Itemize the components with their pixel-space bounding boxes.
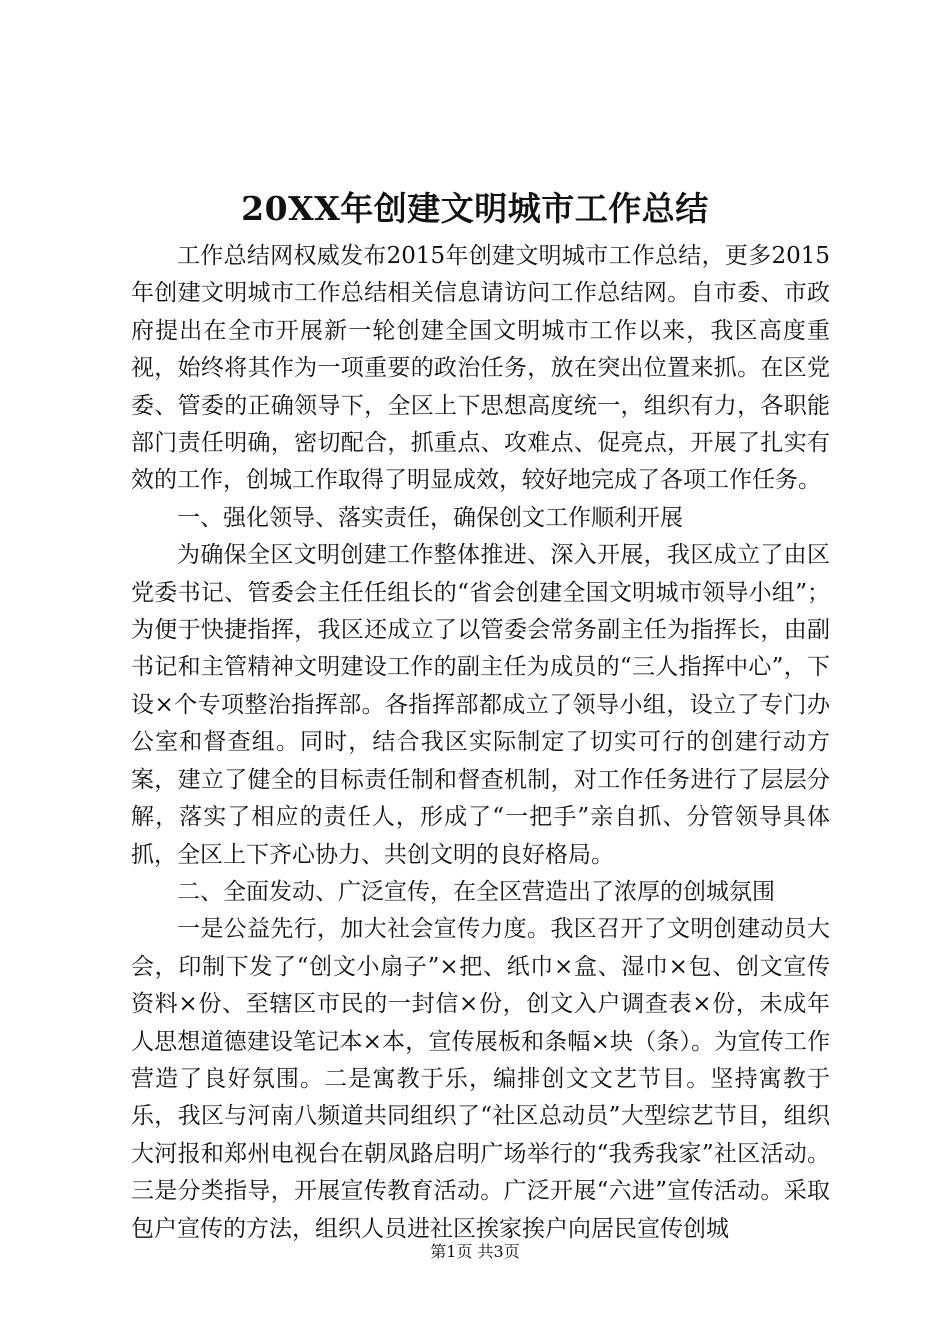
document-body (131, 238, 830, 1248)
page-number: 第1页 共3页 (430, 1242, 520, 1261)
section-heading-2: 二、全面发动、广泛宣传，在全区营造出了浓厚的创城氛围 (177, 878, 775, 905)
paragraph-section-2: 一是公益先行，加大社会宣传力度。我区召开了文明创建动员大会，印制下发了“创文小扇子”×把、纸巾×盒、湿巾×包、创文宣传资料×份、至辖区市民的一封信×份，创文入户调查表×份，未成年人思想道德建设笔记本×本，宣传展板和条幅×块（条）。为宣传工作营造了良好氛围。二是寓教于乐，编排创文文艺节目。坚持寓教于乐，我区与河南八频道共同组织了“社区总动员”大型综艺节目，组织大河报和郑州电视台在朝凤路启明广场举行的“我秀我家”社区活动。三是分类指导，开展宣传教育活动。广泛开展“六进”宣传活动。采取包户宣传的方法，组织人员进社区挨家挨户向居民宣传创城 (131, 916, 830, 1242)
paragraph-section-1: 为确保全区文明创建工作整体推进、深入开展，我区成立了由区党委书记、管委会主任任组长的“省会创建全国文明城市领导小组”；为便于快捷指挥，我区还成立了以管委会常务副主任为指挥长，由副书记和主管精神文明建设工作的副主任为成员的“三人指挥中心”，下设×个专项整治指挥部。各指挥部都成立了领导小组，设立了专门办公室和督查组。同时，结合我区实际制定了切实可行的创建行动方案，建立了健全的目标责任制和督查机制，对工作任务进行了层层分解，落实了相应的责任人，形成了“一把手”亲自抓、分管领导具体抓，全区上下齐心协力、共创文明的良好格局。 (131, 542, 830, 868)
paragraph-intro: 工作总结网权威发布2015年创建文明城市工作总结，更多2015年创建文明城市工作总结相关信息请访问工作总结网。自市委、市政府提出在全市开展新一轮创建全国文明城市工作以来，我区高度重视，始终将其作为一项重要的政治任务，放在突出位置来抓。在区党委、管委的正确领导下，全区上下思想高度统一，组织有力，各职能部门责任明确，密切配合，抓重点、攻难点、促亮点，开展了扎实有效的工作，创城工作取得了明显成效，较好地完成了各项工作任务。 (131, 243, 830, 494)
section-heading-1: 一、强化领导、落实责任，确保创文工作顺利开展 (177, 504, 683, 531)
document-title: 20XX年创建文明城市工作总结 (241, 189, 709, 228)
